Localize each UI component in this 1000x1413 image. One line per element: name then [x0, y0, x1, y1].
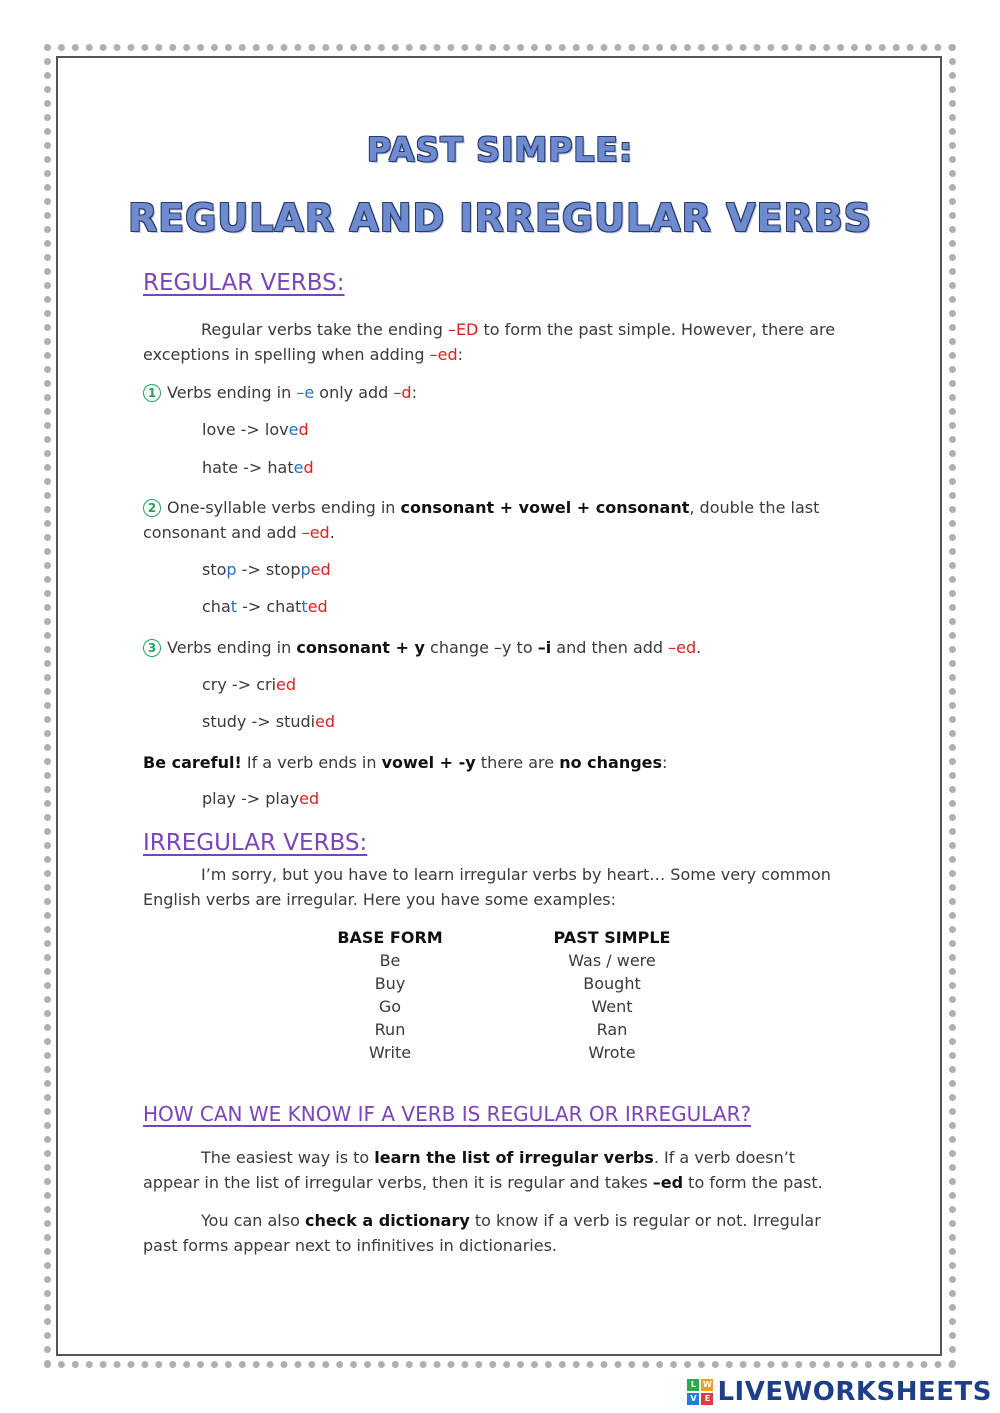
regular-verbs-heading: REGULAR VERBS:	[143, 270, 345, 296]
base-form-header: BASE FORM	[337, 928, 443, 947]
example-play: play -> played	[202, 789, 320, 808]
how-to-know-heading: HOW CAN WE KNOW IF A VERB IS REGULAR OR IRREGULAR?	[143, 1102, 752, 1126]
title-line-2: REGULAR AND IRREGULAR VERBS	[127, 196, 873, 240]
how-paragraph-1: The easiest way is to learn the list of irregular verbs. If a verb doesn’t appear in the list of irregular verbs, then it is regular and takes –ed to form the past.	[143, 1148, 823, 1192]
example-cry: cry -> cried	[202, 675, 297, 694]
past-simple-cell: Went	[591, 997, 633, 1016]
example-love: love -> loved	[202, 420, 309, 439]
title-line-1: PAST SIMPLE:	[366, 130, 634, 169]
past-simple-column	[522, 926, 702, 1064]
logo-text: LIVEWORKSHEETS	[717, 1377, 992, 1407]
example-hate: hate -> hated	[202, 458, 314, 477]
base-form-cell: Be	[379, 951, 401, 970]
example-stop: stop -> stopped	[202, 560, 331, 579]
base-form-cell: Go	[378, 997, 402, 1016]
logo-tiles-icon: L W V E	[687, 1379, 713, 1405]
rule-3: 3 Verbs ending in consonant + y change –y to –i and then add –ed.	[143, 635, 853, 660]
past-simple-cell: Was / were	[568, 951, 656, 970]
rule-2: 2 One-syllable verbs ending in consonant + vowel + consonant, double the last consonant and add –ed.	[143, 498, 820, 542]
base-form-column	[300, 926, 480, 1064]
liveworksheets-logo[interactable]	[687, 1377, 992, 1407]
base-form-cell: Buy	[374, 974, 406, 993]
past-simple-cell: Ran	[596, 1020, 628, 1039]
base-form-cell: Write	[368, 1043, 412, 1062]
irregular-verbs-heading: IRREGULAR VERBS:	[143, 830, 368, 856]
regular-intro: Regular verbs take the ending –ED to form the past simple. However, there are exceptions in spelling when adding –ed:	[143, 320, 836, 364]
number-1-icon: 1	[143, 384, 161, 402]
past-simple-header: PAST SIMPLE	[553, 928, 671, 947]
how-paragraph-2: You can also check a dictionary to know if a verb is regular or not. Irregular past forms appear next to infinitives in dictionaries.	[143, 1211, 821, 1255]
rule-1: 1 Verbs ending in –e only add –d:	[143, 380, 853, 405]
example-chat: chat -> chatted	[202, 597, 328, 616]
number-2-icon: 2	[143, 499, 161, 517]
be-careful-note: Be careful! If a verb ends in vowel + -y there are no changes:	[143, 753, 668, 772]
past-simple-cell: Bought	[583, 974, 641, 993]
base-form-cell: Run	[374, 1020, 406, 1039]
irregular-intro: I’m sorry, but you have to learn irregular verbs by heart… Some very common English verbs are irregular. Here you have some examples:	[143, 865, 831, 909]
example-study: study -> studied	[202, 712, 336, 731]
number-3-icon: 3	[143, 639, 161, 657]
past-simple-cell: Wrote	[588, 1043, 636, 1062]
